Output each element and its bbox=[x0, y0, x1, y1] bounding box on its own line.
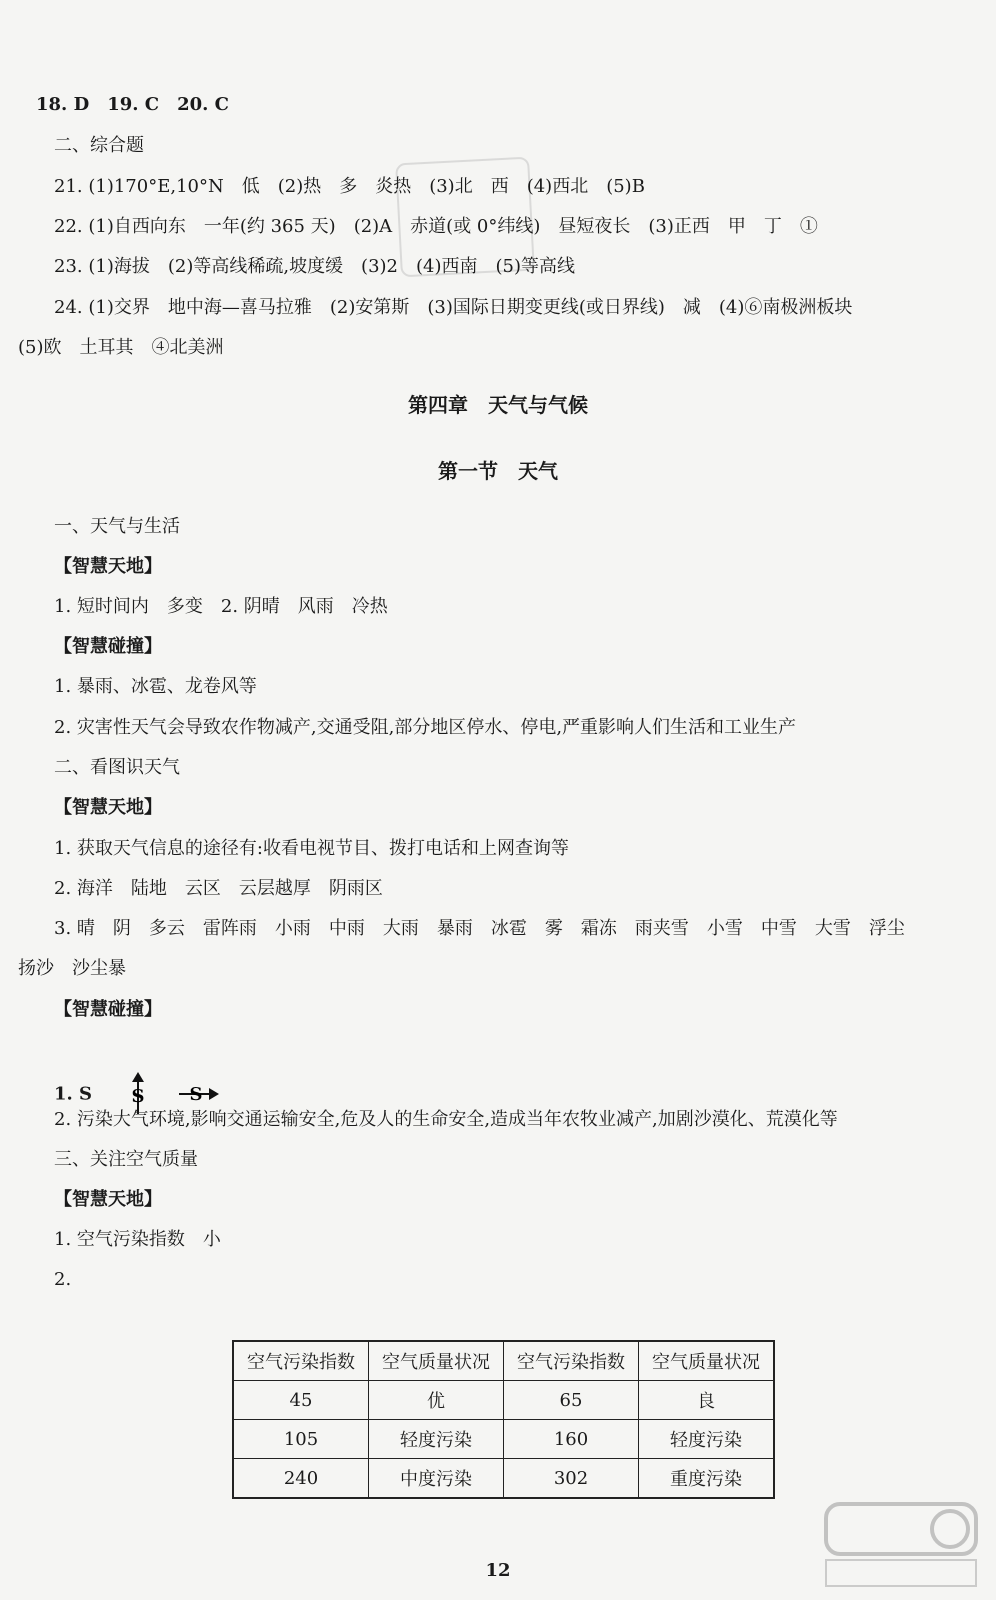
table-cell: 160 bbox=[504, 1420, 639, 1459]
part1-tag-wisdom-collision: 【智慧碰撞】 bbox=[54, 636, 162, 657]
part3-title: 三、关注空气质量 bbox=[54, 1149, 198, 1170]
part2-answer-3-cont: 扬沙 沙尘暴 bbox=[18, 958, 126, 979]
table-cell: 45 bbox=[233, 1381, 369, 1420]
part2-answer-1: 1. 获取天气信息的途径有:收看电视节目、拨打电话和上网查询等 bbox=[54, 838, 569, 859]
table-header-cell: 空气污染指数 bbox=[233, 1341, 369, 1381]
part3-answer-2: 2. bbox=[54, 1269, 72, 1290]
part2-title: 二、看图识天气 bbox=[54, 757, 180, 778]
table-cell: 105 bbox=[233, 1420, 369, 1459]
table-cell: 良 bbox=[639, 1381, 775, 1420]
answer-line-18-20: 18. D 19. C 20. C bbox=[36, 94, 230, 115]
part1-answer-1: 1. 短时间内 多变 2. 阴晴 风雨 冷热 bbox=[54, 596, 388, 617]
east-arrow-icon bbox=[179, 1082, 219, 1106]
part1-collision-1: 1. 暴雨、冰雹、龙卷风等 bbox=[54, 676, 257, 697]
part3-tag-wisdom-land: 【智慧天地】 bbox=[54, 1189, 162, 1210]
table-row bbox=[233, 1420, 774, 1459]
wind-direction-symbols bbox=[54, 1072, 219, 1112]
chapter-title: 第四章 天气与气候 bbox=[408, 393, 588, 417]
table-cell: 重度污染 bbox=[639, 1459, 775, 1499]
table-header-cell: 空气质量状况 bbox=[369, 1341, 504, 1381]
page-number: 12 bbox=[485, 1560, 511, 1581]
part2-collision-2: 2. 污染大气环境,影响交通运输安全,危及人的生命安全,造成当年农牧业减产,加剧沙漠化、荒漠化等 bbox=[54, 1109, 838, 1130]
section-heading-comprehensive: 二、综合题 bbox=[54, 135, 144, 156]
wind-answer-prefix: 1. S bbox=[54, 1083, 93, 1105]
table-cell: 302 bbox=[504, 1459, 639, 1499]
part1-title: 一、天气与生活 bbox=[54, 516, 180, 537]
answer-line-21: 21. (1)170°E,10°N 低 (2)热 多 炎热 (3)北 西 (4)西北 (5)B bbox=[54, 176, 645, 197]
table-cell: 轻度污染 bbox=[639, 1420, 775, 1459]
answer-line-24-cont: (5)欧 土耳其 ④北美洲 bbox=[18, 337, 224, 358]
table-row bbox=[233, 1459, 774, 1499]
table-cell: 中度污染 bbox=[369, 1459, 504, 1499]
east-arrow-label: S bbox=[189, 1084, 203, 1105]
table-row bbox=[233, 1381, 774, 1420]
air-quality-table bbox=[232, 1340, 775, 1499]
table-header-cell: 空气质量状况 bbox=[639, 1341, 775, 1381]
section-title: 第一节 天气 bbox=[438, 459, 558, 483]
north-arrow-label: S bbox=[131, 1086, 145, 1107]
table-cell: 轻度污染 bbox=[369, 1420, 504, 1459]
part1-collision-2: 2. 灾害性天气会导致农作物减产,交通受阻,部分地区停水、停电,严重影响人们生活和工业生产 bbox=[54, 717, 797, 738]
table-header-row bbox=[233, 1341, 774, 1381]
answer-line-22: 22. (1)自西向东 一年(约 365 天) (2)A 赤道(或 0°纬线) 昼短夜长 (3)正西 甲 丁 ① bbox=[54, 216, 818, 237]
answer-line-24: 24. (1)交界 地中海—喜马拉雅 (2)安第斯 (3)国际日期变更线(或日界线) 减 (4)⑥南极洲板块 bbox=[54, 297, 853, 318]
table-cell: 240 bbox=[233, 1459, 369, 1499]
part2-tag-wisdom-land: 【智慧天地】 bbox=[54, 797, 162, 818]
mxqe-logo-icon bbox=[822, 1500, 982, 1590]
table-cell: 65 bbox=[504, 1381, 639, 1420]
part2-answer-3: 3. 晴 阴 多云 雷阵雨 小雨 中雨 大雨 暴雨 冰雹 雾 霜冻 雨夹雪 小雪 中雪 大雪 浮尘 bbox=[54, 918, 905, 939]
part2-answer-2: 2. 海洋 陆地 云区 云层越厚 阴雨区 bbox=[54, 878, 383, 899]
table-cell: 优 bbox=[369, 1381, 504, 1420]
part3-answer-1: 1. 空气污染指数 小 bbox=[54, 1229, 221, 1250]
part1-tag-wisdom-land: 【智慧天地】 bbox=[54, 556, 162, 577]
part2-tag-wisdom-collision: 【智慧碰撞】 bbox=[54, 999, 162, 1020]
table-header-cell: 空气污染指数 bbox=[504, 1341, 639, 1381]
answer-line-23: 23. (1)海拔 (2)等高线稀疏,坡度缓 (3)2 (4)西南 (5)等高线 bbox=[54, 256, 576, 277]
